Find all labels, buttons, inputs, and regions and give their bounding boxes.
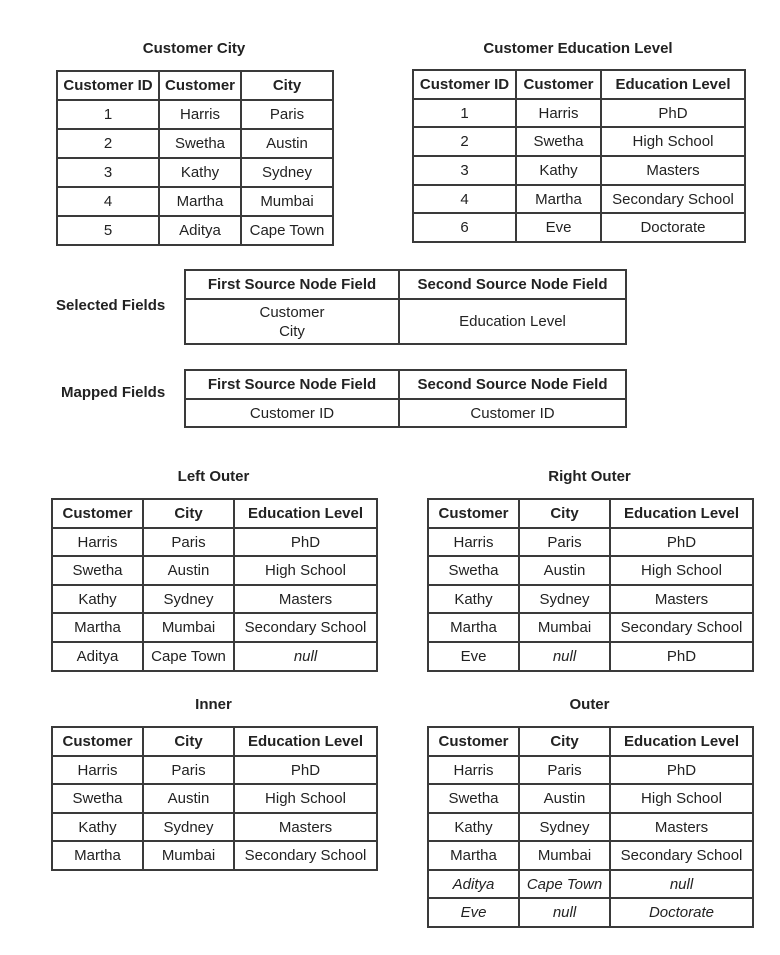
table-cell: High School	[601, 127, 745, 156]
table-cell: Martha	[428, 841, 519, 870]
table-cell: Martha	[516, 185, 601, 213]
table-row	[52, 841, 377, 870]
table-cell: Eve	[516, 213, 601, 242]
mapped-fields-table	[184, 369, 627, 428]
table-cell: Sydney	[143, 585, 234, 613]
table-cell: Masters	[234, 585, 377, 613]
table-cell: PhD	[234, 756, 377, 784]
column-header: Customer	[428, 727, 519, 756]
column-header: City	[519, 499, 610, 528]
table-cell: Harris	[159, 100, 241, 129]
table-cell: High School	[610, 784, 753, 813]
table-cell: Paris	[519, 528, 610, 556]
table-cell: Harris	[428, 528, 519, 556]
table-cell: Secondary School	[610, 613, 753, 642]
table-cell: Mumbai	[519, 613, 610, 642]
table-cell: Kathy	[428, 585, 519, 613]
table-cell: Sydney	[143, 813, 234, 841]
outer-table	[427, 726, 754, 928]
table-row	[413, 99, 745, 127]
table-cell: Harris	[52, 528, 143, 556]
selected-fields-table	[184, 269, 627, 345]
table-cell: Austin	[519, 784, 610, 813]
table-cell: Aditya	[428, 870, 519, 898]
customer-education-table	[412, 69, 746, 243]
inner-table	[51, 726, 378, 871]
table-cell: Aditya	[159, 216, 241, 245]
table-cell: Secondary School	[610, 841, 753, 870]
column-header: Education Level	[610, 499, 753, 528]
table-row	[52, 528, 377, 556]
table-row	[52, 642, 377, 671]
column-header: Customer ID	[57, 71, 159, 100]
table-row	[428, 613, 753, 642]
table-cell: PhD	[610, 642, 753, 671]
table-header-row	[52, 499, 377, 528]
table-row	[428, 528, 753, 556]
table-cell: 1	[413, 99, 516, 127]
selected-fields-label: Selected Fields	[56, 297, 166, 314]
table-row	[428, 784, 753, 813]
table-cell: Mumbai	[241, 187, 333, 216]
table-cell: PhD	[601, 99, 745, 127]
table-cell: Cape Town	[241, 216, 333, 245]
table-cell: Sydney	[241, 158, 333, 187]
table-cell: 2	[413, 127, 516, 156]
customer-city-title: Customer City	[142, 40, 246, 57]
table-cell: PhD	[610, 756, 753, 784]
table-cell: Austin	[143, 784, 234, 813]
table-cell: PhD	[610, 528, 753, 556]
table-row	[57, 187, 333, 216]
table-cell: Masters	[610, 585, 753, 613]
table-cell: null	[519, 898, 610, 927]
table-row	[428, 813, 753, 841]
table-row	[185, 399, 626, 427]
table-cell	[185, 299, 399, 344]
table-cell: Mumbai	[143, 613, 234, 642]
table-cell: Kathy	[159, 158, 241, 187]
column-header: Customer	[159, 71, 241, 100]
column-header: City	[241, 71, 333, 100]
inner-title: Inner	[195, 696, 232, 713]
right-outer-title: Right Outer	[548, 468, 631, 485]
table-cell: Sydney	[519, 585, 610, 613]
table-header-row	[185, 370, 626, 399]
table-row	[428, 556, 753, 585]
table-cell: Cape Town	[519, 870, 610, 898]
first-field-line: City	[279, 322, 305, 340]
customer-city-table	[56, 70, 334, 246]
table-row	[52, 585, 377, 613]
table-cell: Harris	[52, 756, 143, 784]
column-header: Customer	[516, 70, 601, 99]
table-row	[57, 129, 333, 158]
table-row	[52, 613, 377, 642]
table-row	[52, 813, 377, 841]
table-row	[428, 870, 753, 898]
table-row	[57, 158, 333, 187]
table-cell: Kathy	[52, 585, 143, 613]
table-cell: Eve	[428, 898, 519, 927]
column-header: City	[143, 499, 234, 528]
table-header-row	[185, 270, 626, 299]
left-outer-table	[51, 498, 378, 672]
table-cell: 2	[57, 129, 159, 158]
table-cell: Secondary School	[601, 185, 745, 213]
table-cell: Customer ID	[185, 399, 399, 427]
table-cell: Kathy	[516, 156, 601, 185]
table-cell: Sydney	[519, 813, 610, 841]
table-cell: High School	[610, 556, 753, 585]
table-row	[428, 756, 753, 784]
column-header: Education Level	[234, 727, 377, 756]
table-cell: Masters	[610, 813, 753, 841]
table-cell: Secondary School	[234, 613, 377, 642]
first-field-line: Customer	[259, 303, 325, 321]
column-header: Education Level	[234, 499, 377, 528]
table-cell: 6	[413, 213, 516, 242]
left-outer-title: Left Outer	[177, 468, 250, 485]
table-row	[428, 642, 753, 671]
table-cell: 3	[413, 156, 516, 185]
table-cell: Harris	[428, 756, 519, 784]
table-row	[52, 784, 377, 813]
table-cell: Cape Town	[143, 642, 234, 671]
table-header-row	[57, 71, 333, 100]
table-cell: Austin	[519, 556, 610, 585]
table-cell: Aditya	[52, 642, 143, 671]
table-row	[52, 756, 377, 784]
column-header: Second Source Node Field	[399, 270, 626, 299]
table-cell: Eve	[428, 642, 519, 671]
table-row	[413, 156, 745, 185]
table-cell: Harris	[516, 99, 601, 127]
column-header: First Source Node Field	[185, 370, 399, 399]
table-row	[413, 185, 745, 213]
table-cell: PhD	[234, 528, 377, 556]
table-cell: High School	[234, 784, 377, 813]
table-row	[57, 216, 333, 245]
column-header: Education Level	[601, 70, 745, 99]
table-cell: Kathy	[52, 813, 143, 841]
table-row	[428, 841, 753, 870]
table-cell: Swetha	[428, 556, 519, 585]
table-cell: null	[234, 642, 377, 671]
right-outer-table	[427, 498, 754, 672]
table-row	[57, 100, 333, 129]
column-header: Second Source Node Field	[399, 370, 626, 399]
table-cell: Martha	[428, 613, 519, 642]
table-cell: Masters	[234, 813, 377, 841]
column-header: Customer ID	[413, 70, 516, 99]
column-header: First Source Node Field	[185, 270, 399, 299]
table-cell: Austin	[241, 129, 333, 158]
table-header-row	[428, 499, 753, 528]
table-header-row	[428, 727, 753, 756]
table-cell: Secondary School	[234, 841, 377, 870]
table-header-row	[413, 70, 745, 99]
table-cell: Doctorate	[601, 213, 745, 242]
outer-title: Outer	[569, 696, 610, 713]
table-cell: Masters	[601, 156, 745, 185]
column-header: Customer	[52, 499, 143, 528]
table-cell: Mumbai	[519, 841, 610, 870]
table-cell: Mumbai	[143, 841, 234, 870]
table-cell: Martha	[52, 613, 143, 642]
table-row	[52, 556, 377, 585]
column-header: Customer	[428, 499, 519, 528]
table-row	[428, 898, 753, 927]
table-cell: null	[610, 870, 753, 898]
table-cell: null	[519, 642, 610, 671]
column-header: Education Level	[610, 727, 753, 756]
table-row	[428, 585, 753, 613]
column-header: Customer	[52, 727, 143, 756]
table-cell: Swetha	[52, 784, 143, 813]
table-cell: Doctorate	[610, 898, 753, 927]
table-row	[185, 299, 626, 344]
table-cell: Paris	[241, 100, 333, 129]
mapped-fields-label: Mapped Fields	[61, 384, 166, 401]
table-cell: 5	[57, 216, 159, 245]
column-header: City	[519, 727, 610, 756]
table-cell: Customer ID	[399, 399, 626, 427]
table-cell: Education Level	[399, 299, 626, 344]
table-cell: 4	[413, 185, 516, 213]
table-cell: Swetha	[52, 556, 143, 585]
customer-education-title: Customer Education Level	[483, 40, 673, 57]
table-row	[413, 127, 745, 156]
table-cell: Swetha	[159, 129, 241, 158]
table-row	[413, 213, 745, 242]
column-header: City	[143, 727, 234, 756]
table-cell: 3	[57, 158, 159, 187]
table-cell: Swetha	[428, 784, 519, 813]
table-cell: Paris	[143, 756, 234, 784]
table-cell: 4	[57, 187, 159, 216]
table-header-row	[52, 727, 377, 756]
table-cell: Martha	[52, 841, 143, 870]
table-cell: Austin	[143, 556, 234, 585]
table-cell: Kathy	[428, 813, 519, 841]
table-cell: Paris	[519, 756, 610, 784]
table-cell: High School	[234, 556, 377, 585]
table-cell: Swetha	[516, 127, 601, 156]
table-cell: Paris	[143, 528, 234, 556]
table-cell: 1	[57, 100, 159, 129]
table-cell: Martha	[159, 187, 241, 216]
